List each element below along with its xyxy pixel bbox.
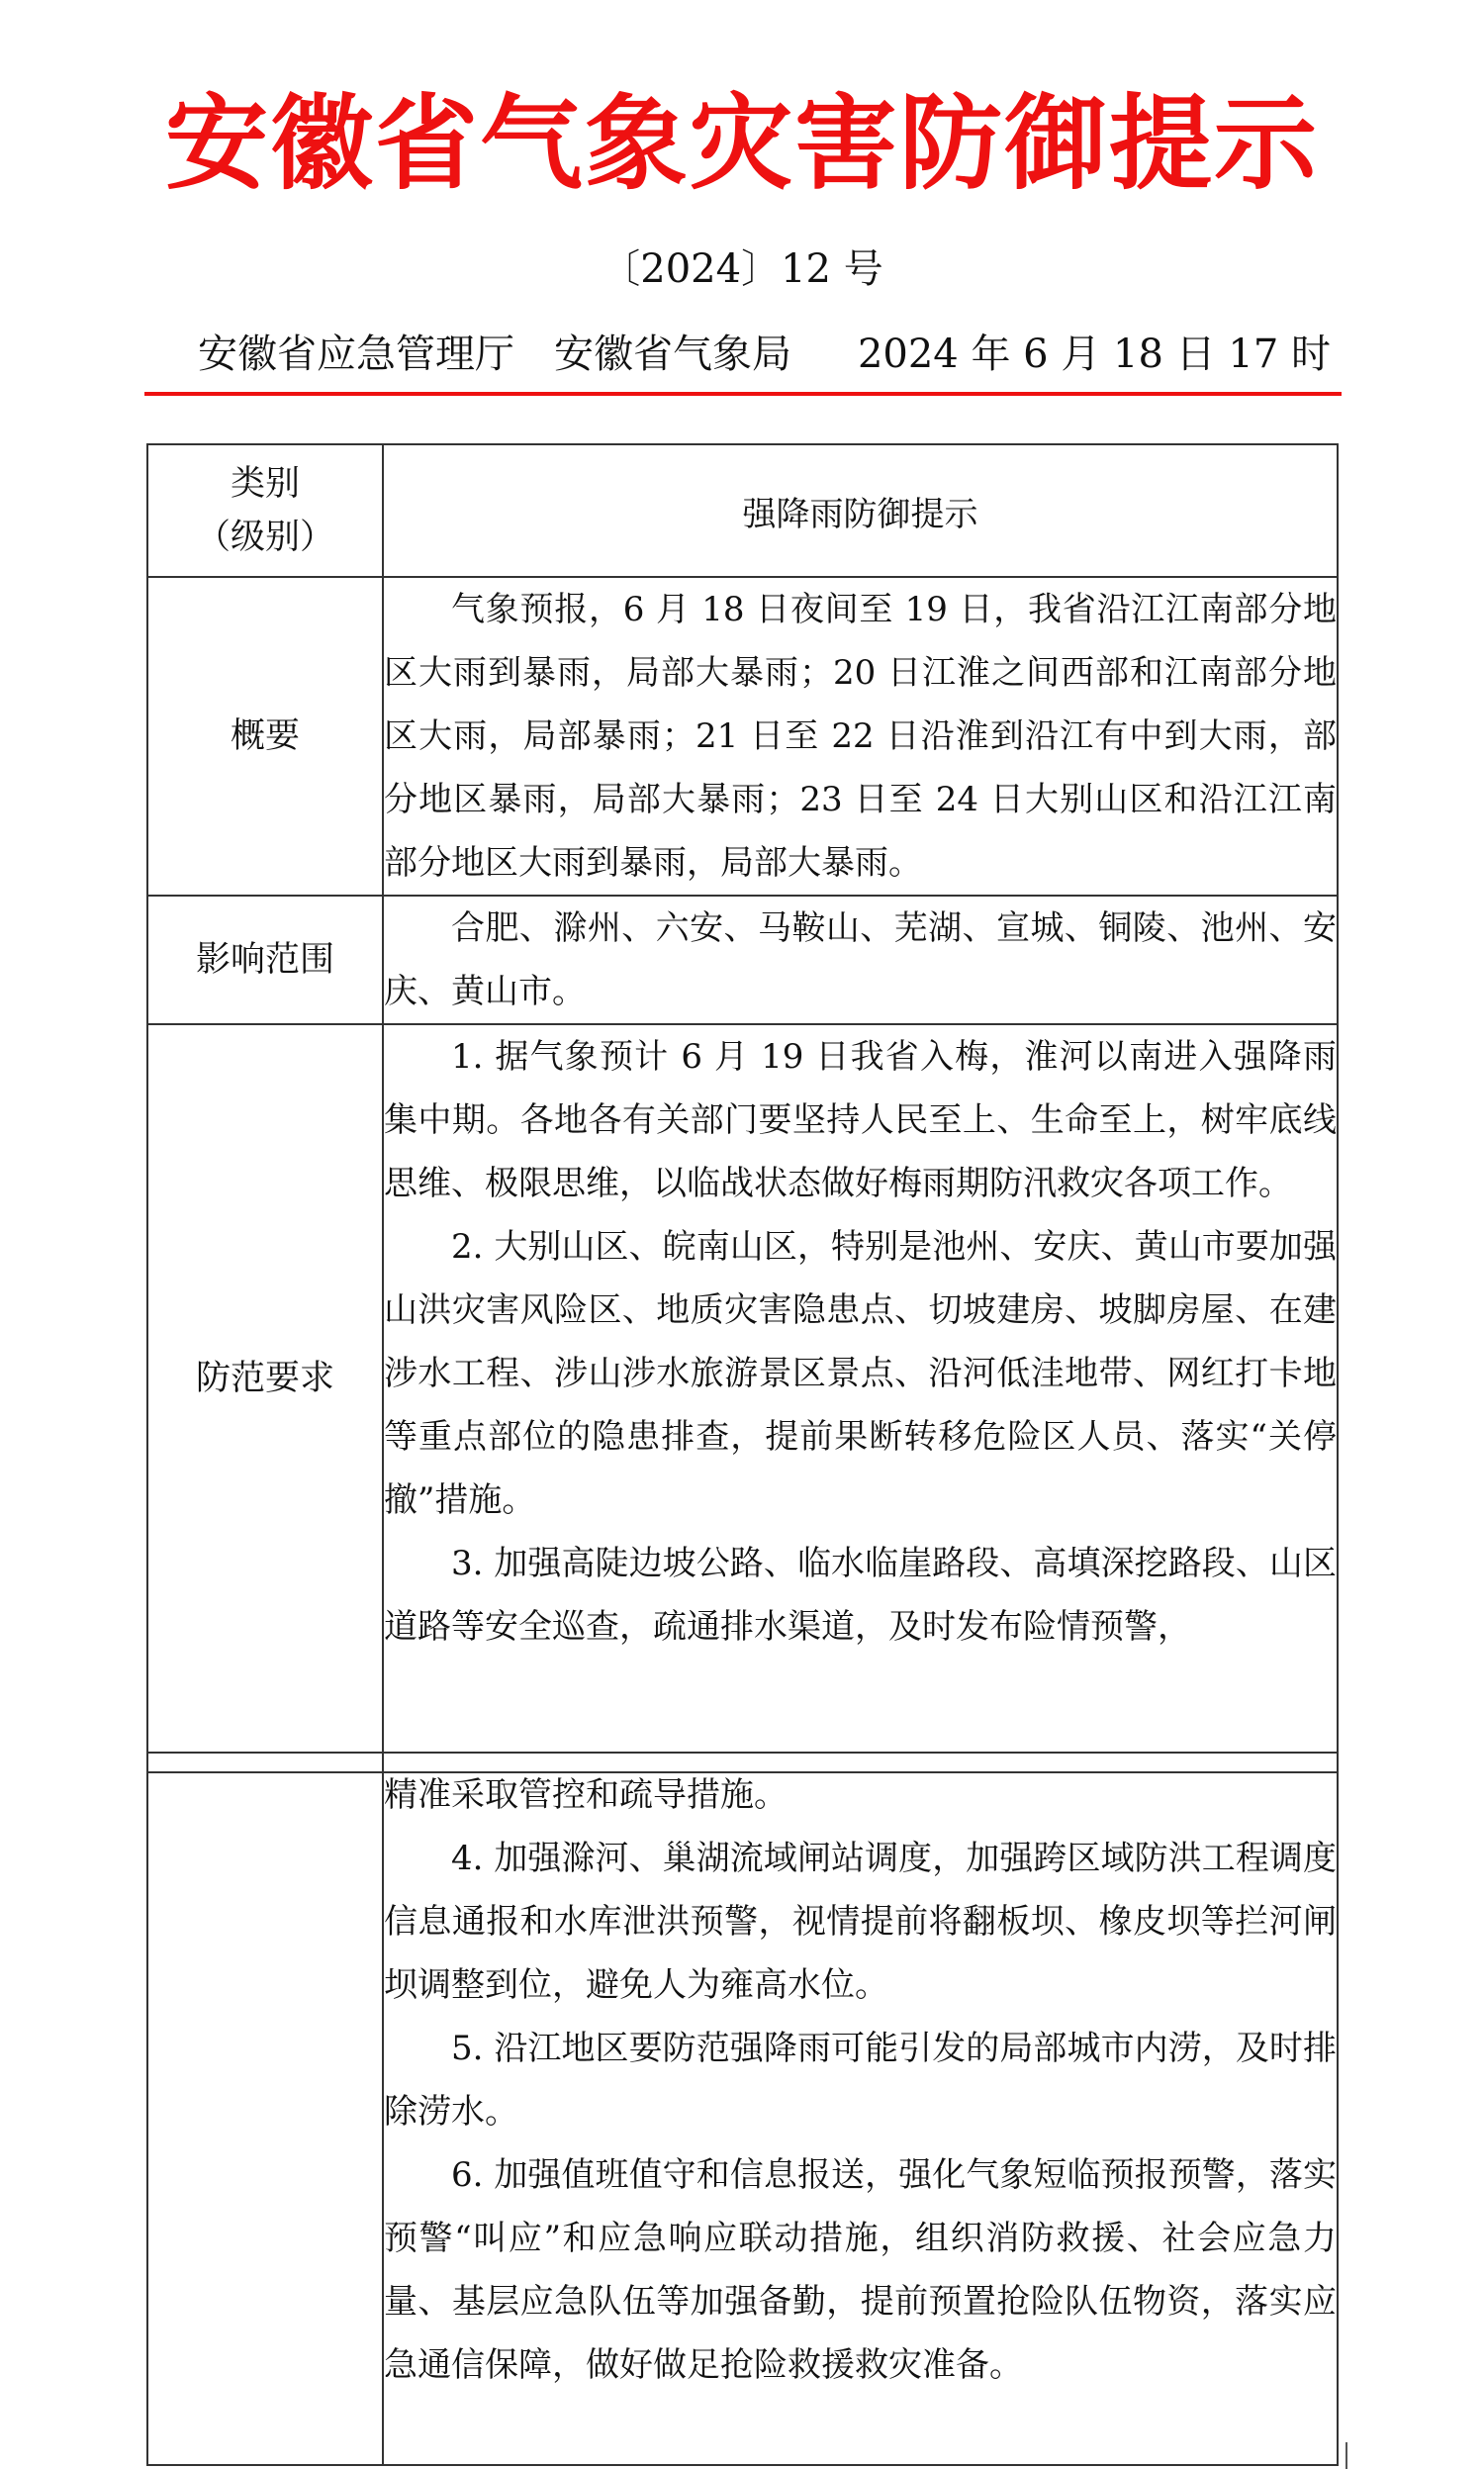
category-level-label: （级别） xyxy=(195,518,334,557)
requirement-item: 6. 加强值班值守和信息报送，强化气象短临预报预警，落实预警“叫应”和应急响应联动措施，组织消防救援、社会应急力量、基层应急队伍等加强备勤，提前预置抢险队伍物资，落实应急通信保障，做好做足抢险救援救灾准备。 xyxy=(384,2155,1337,2385)
requirements-cell-continued xyxy=(383,1753,1338,2465)
red-divider xyxy=(144,392,1342,396)
overview-label: 概要 xyxy=(147,577,383,896)
table-row xyxy=(147,896,1338,1024)
table-row xyxy=(147,1753,1338,2465)
notice-table xyxy=(146,443,1339,1773)
requirement-item: 2. 大别山区、皖南山区，特别是池州、安庆、黄山市要加强山洪灾害风险区、地质灾害隐患点、切坡建房、坡脚房屋、在建涉水工程、涉山涉水旅游景区景点、沿河低洼地带、网红打卡地等重点部位的隐患排查，提前果断转移危险区人员、落实“关停撤”措施。 xyxy=(384,1227,1337,1520)
notice-table-continued xyxy=(146,1752,1339,2466)
issuer-meteorological-bureau: 安徽省气象局 xyxy=(554,332,791,377)
requirement-item: 1. 据气象预计 6 月 19 日我省入梅，淮河以南进入强降雨集中期。各地各有关部门要坚持人民至上、生命至上，树牢底线思维、极限思维，以临战状态做好梅雨期防汛救灾各项工作。 xyxy=(384,1037,1337,1203)
document-number: 〔2024〕12 号 xyxy=(601,246,883,292)
table-row xyxy=(147,444,1338,577)
overview-cell xyxy=(383,577,1338,896)
table-row xyxy=(147,1024,1338,1772)
requirements-label: 防范要求 xyxy=(147,1024,383,1772)
category-value: 强降雨防御提示 xyxy=(383,444,1338,577)
requirement-continuation: 精准采取管控和疏导措施。 xyxy=(384,1775,788,1815)
requirement-item: 5. 沿江地区要防范强降雨可能引发的局部城市内涝，及时排除涝水。 xyxy=(384,2029,1337,2132)
page-edge-mark xyxy=(1345,2442,1347,2469)
issuers xyxy=(198,332,791,377)
requirement-item: 4. 加强滁河、巢湖流域闸站调度，加强跨区域防洪工程调度信息通报和水库泄洪预警，视情提前将翻板坝、橡皮坝等拦河闸坝调整到位，避免人为雍高水位。 xyxy=(384,1839,1337,2005)
requirements-cell xyxy=(383,1024,1338,1772)
table-row xyxy=(147,577,1338,896)
scope-cell xyxy=(383,896,1338,1024)
issue-time: 2024 年 6 月 18 日 17 时 xyxy=(857,332,1331,377)
scope-text: 合肥、滁州、六安、马鞍山、芜湖、宣城、铜陵、池州、安庆、黄山市。 xyxy=(384,908,1337,1011)
category-label-cell xyxy=(147,444,383,577)
category-label: 类别 xyxy=(230,463,300,504)
page-title: 安徽省气象灾害防御提示 xyxy=(164,83,1319,204)
scope-label: 影响范围 xyxy=(147,896,383,1024)
requirement-item: 3. 加强高陡边坡公路、临水临崖路段、高填深挖路段、山区道路等安全巡查，疏通排水渠道，及时发布险情预警， xyxy=(384,1544,1337,1647)
overview-text: 气象预报，6 月 18 日夜间至 19 日，我省沿江江南部分地区大雨到暴雨，局部大暴雨；20 日江淮之间西部和江南部分地区大雨，局部暴雨；21 日至 22 日沿淮到沿江有中到大雨，部分地区暴雨，局部大暴雨；23 日至 24 日大别山区和沿江江南部分地区大雨到暴雨，局部大暴雨。 xyxy=(384,590,1337,883)
requirements-label-empty xyxy=(147,1753,383,2465)
issuer-emergency-dept: 安徽省应急管理厅 xyxy=(198,332,514,377)
